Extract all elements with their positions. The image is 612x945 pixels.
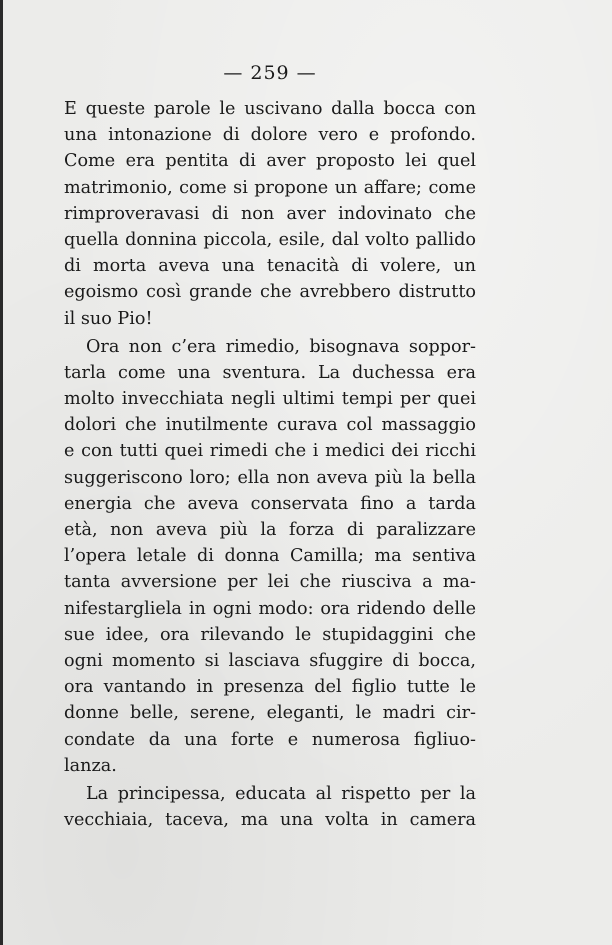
text-line: suggeriscono loro; ella non aveva più la bella <box>64 467 476 488</box>
text-line: e con tutti quei rimedi che i medici dei ricchi <box>64 441 476 462</box>
paragraph-1 <box>64 96 476 332</box>
text-line: Come era pentita di aver proposto lei quel <box>64 151 476 172</box>
text-line: Ora non c’era rimedio, bisognava soppor- <box>86 336 476 357</box>
text-line: ora vantando in presenza del figlio tutte le <box>64 677 476 698</box>
text-line: matrimonio, come si propone un affare; come <box>64 177 476 198</box>
text-line: E queste parole le uscivano dalla bocca con <box>64 99 476 119</box>
text-line: il suo Pio! <box>64 308 153 329</box>
text-line: tanta avversione per lei che riusciva a ma- <box>64 572 476 593</box>
text-line: vecchiaia, taceva, ma una volta in camera <box>64 810 476 831</box>
text-line: nifestargliela in ogni modo: ora ridendo delle <box>64 598 476 619</box>
text-line: età, non aveva più la forza di paralizzare <box>64 520 476 540</box>
text-line: una intonazione di dolore vero e profondo. <box>64 125 476 146</box>
text-line: La principessa, educata al rispetto per la <box>86 783 476 804</box>
text-line: egoismo così grande che avrebbero distrutto <box>64 282 476 303</box>
text-line: rimproveravasi di non aver indovinato che <box>64 203 476 224</box>
text-line: quella donnina piccola, esile, dal volto pallido <box>64 229 476 250</box>
paragraph-2 <box>64 334 476 779</box>
text-line: di morta aveva una tenacità di volere, un <box>64 256 476 277</box>
body-text <box>64 96 476 833</box>
text-line: tarla come una sventura. La duchessa era <box>64 362 476 383</box>
page-spine-edge <box>0 0 3 945</box>
page-number: — 259 — <box>223 62 317 84</box>
text-line: sue idee, ora rilevando le stupidaggini che <box>64 624 476 645</box>
paragraph-3 <box>64 781 476 833</box>
text-line: lanza. <box>64 755 117 776</box>
text-line: energia che aveva conservata fino a tarda <box>64 493 476 514</box>
text-line: donne belle, serene, eleganti, le madri cir- <box>64 703 476 724</box>
text-line: l’opera letale di donna Camilla; ma sentiva <box>64 546 476 567</box>
text-line: ogni momento si lasciava sfuggire di bocca, <box>64 650 476 671</box>
text-line: condate da una forte e numerosa figliuo- <box>64 729 476 750</box>
text-line: molto invecchiata negli ultimi tempi per quei <box>64 389 476 410</box>
text-line: dolori che inutilmente curava col massaggio <box>64 415 476 436</box>
